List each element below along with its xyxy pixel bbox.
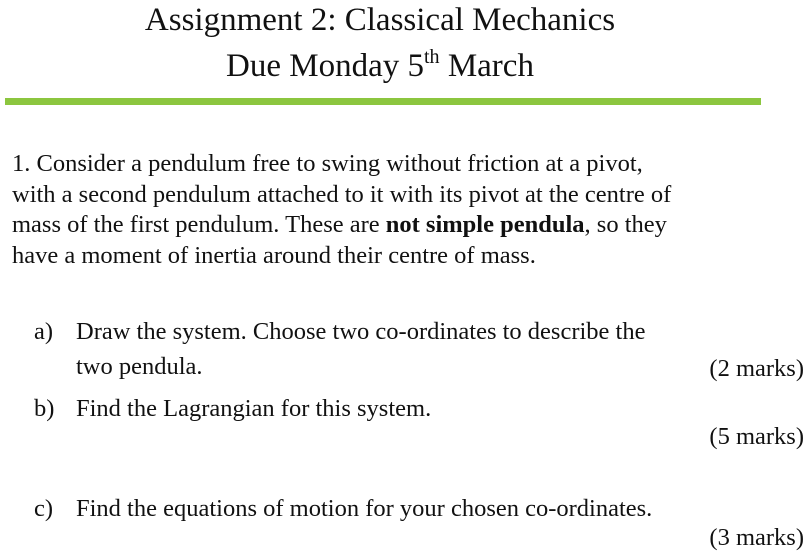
page-title: Assignment 2: Classical Mechanics (144, 2, 616, 38)
due-date-suffix: March (439, 48, 534, 84)
question-line-3-prefix: mass of the first pendulum. These are (12, 211, 386, 238)
part-marks: (3 marks) (709, 524, 804, 551)
part-text: Find the Lagrangian for this system. (76, 395, 432, 422)
part-label: c) (34, 495, 54, 522)
due-date-prefix: Due Monday 5 (226, 48, 424, 84)
part-text-continued: two pendula. (76, 353, 203, 380)
due-date (0, 46, 760, 86)
question-line: with a second pendulum attached to it with its pivot at the centre of (12, 180, 672, 208)
question-line: have a moment of inertia around their centre of mass. (12, 241, 536, 269)
question-line (12, 210, 807, 241)
due-date-ordinal: th (424, 46, 440, 68)
question-line: 1. Consider a pendulum free to swing without friction at a pivot, (12, 150, 643, 177)
part-text: Draw the system. Choose two co-ordinates to describe the (76, 318, 646, 345)
part-label: a) (34, 318, 54, 345)
header-divider (5, 98, 761, 105)
part-text: Find the equations of motion for your chosen co-ordinates. (76, 495, 653, 522)
question-1-text (12, 149, 807, 271)
part-label: b) (34, 395, 55, 422)
emphasis-not-simple-pendula: not simple pendula (385, 211, 585, 238)
part-marks: (2 marks) (709, 355, 804, 382)
question-line-3-suffix: , so they (584, 211, 667, 238)
part-marks: (5 marks) (709, 423, 804, 450)
